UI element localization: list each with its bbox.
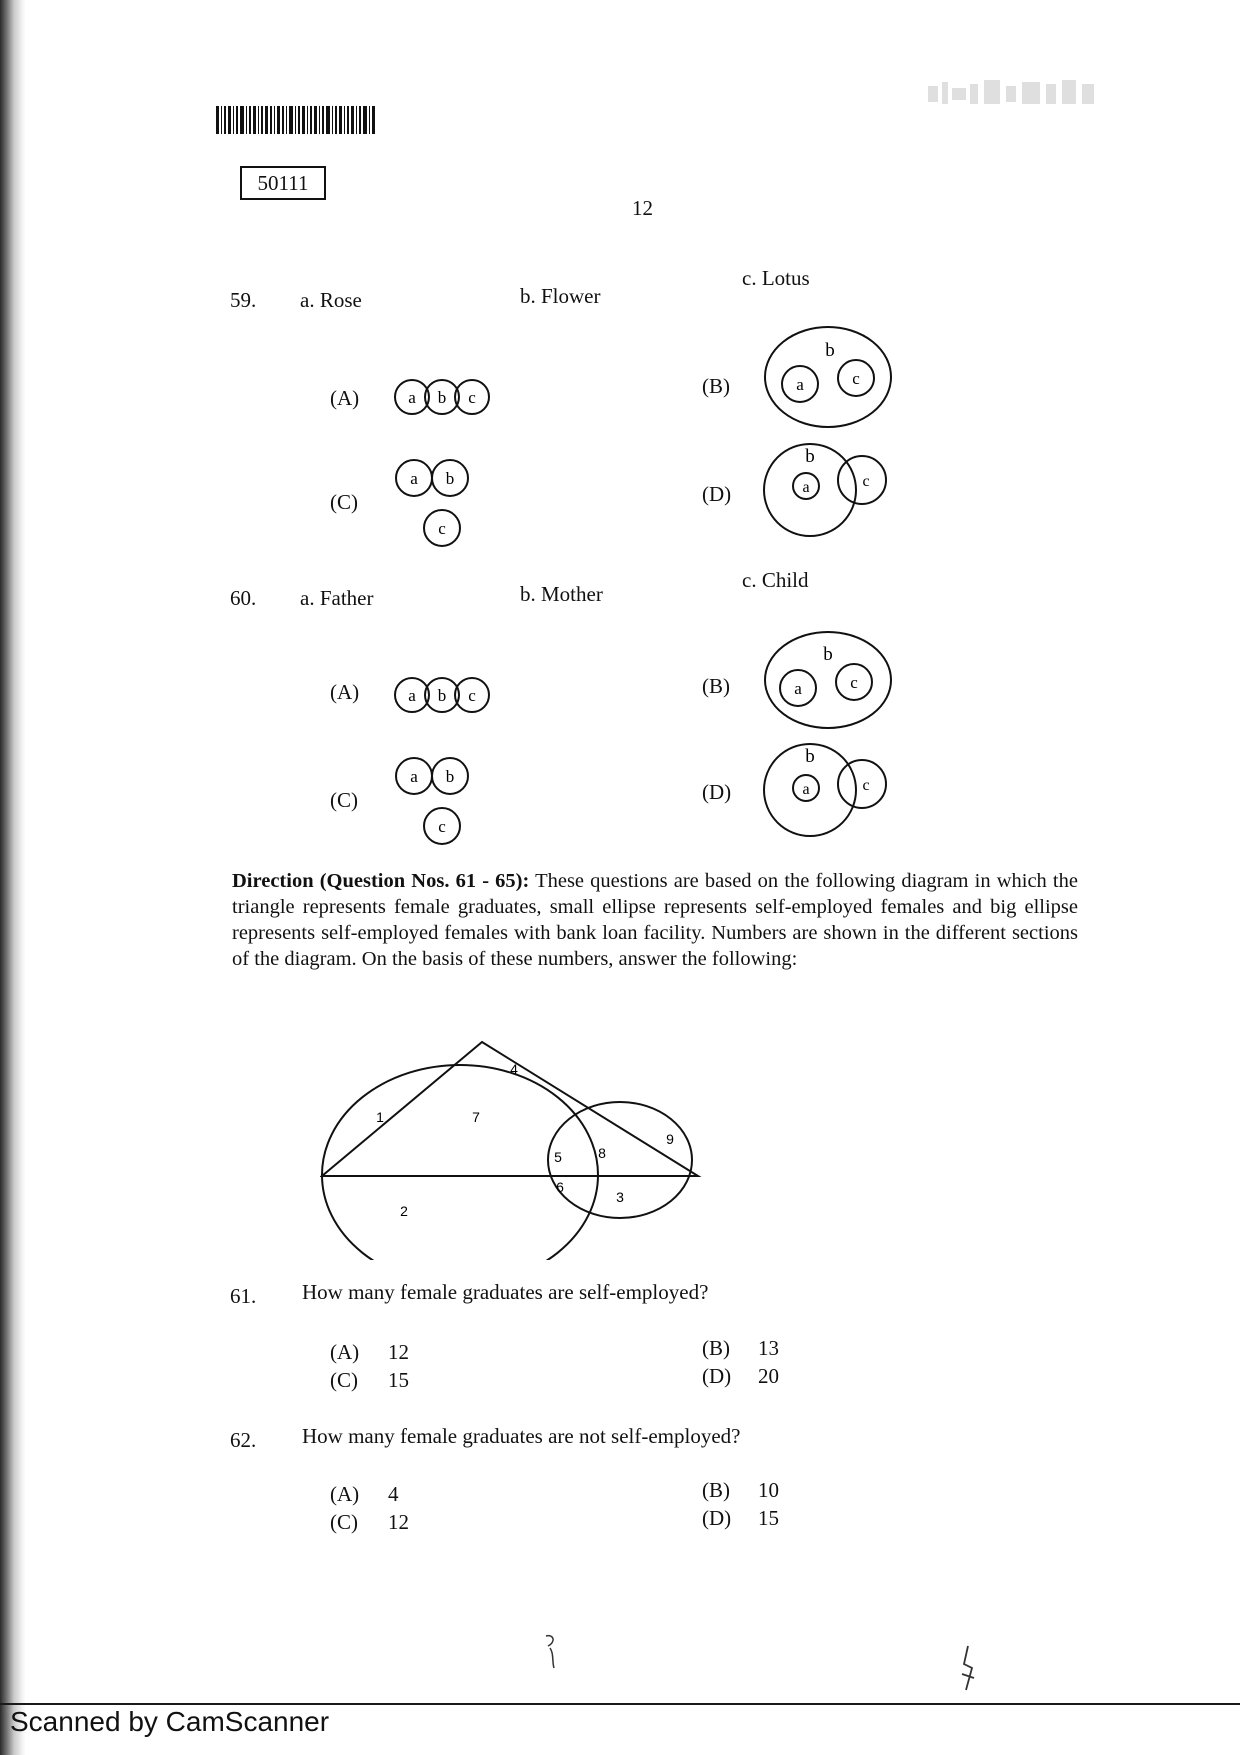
circle-label-c: c (468, 388, 476, 407)
q61-option-b-value: 13 (758, 1336, 779, 1360)
q59-option-b-label: (B) (702, 374, 730, 398)
circle-label-c: c (438, 817, 446, 836)
circle-label-c: c (862, 777, 870, 794)
circle-label-b: b (437, 686, 447, 705)
direction-heading: Direction (Question Nos. 61 - 65): (232, 870, 530, 892)
q60-option-d-label: (D) (702, 780, 732, 804)
q59-item-b: b. Flower (520, 284, 601, 308)
scan-bottom-edge (0, 1703, 1240, 1705)
q61-option-c-value: 15 (388, 1368, 409, 1392)
direction-text: These questions are based on the following diagram in which the triangle represents female graduates, small ellipse represents self-employed females and big ellipse represents self-employed females with bank loan facility. Numbers are shown in the different sections of the diagram. On the basis of these numbers, answer the following: (232, 870, 1078, 970)
bleed-through-mark (928, 78, 1098, 108)
q62-option-a-value: 4 (388, 1482, 399, 1506)
q62-option-c-value: 12 (388, 1510, 409, 1534)
q62-option-b-value: 10 (758, 1478, 779, 1502)
q59-diagram-d (758, 440, 898, 540)
circle-label-a: a (802, 479, 810, 496)
q62-text: How many female graduates are not self-employed? (302, 1424, 741, 1448)
q60-item-a: a. Father (300, 586, 374, 610)
q61-option-b-label: (B) (702, 1336, 730, 1360)
q60-number: 60. (230, 586, 257, 610)
region-number: 9 (666, 1131, 674, 1147)
circle-label-c: c (850, 673, 858, 692)
q60-diagram-d (758, 738, 898, 838)
q61-option-c-label: (C) (330, 1368, 358, 1392)
pen-mark (540, 1632, 564, 1672)
q61-option-a-label: (A) (330, 1340, 360, 1364)
q59-diagram-c (390, 454, 490, 554)
q59-item-c: c. Lotus (742, 266, 810, 290)
region-number: 8 (598, 1145, 606, 1161)
q60-diagram-c (390, 752, 490, 852)
circle-label-b: b (805, 446, 815, 467)
q61-option-a-value: 12 (388, 1340, 409, 1364)
q60-option-c-label: (C) (330, 788, 358, 812)
q62-option-a-label: (A) (330, 1482, 360, 1506)
venn-triangle-diagram (320, 1030, 710, 1260)
circle-label-a: a (410, 767, 418, 786)
circle-label-b: b (445, 767, 455, 786)
q59-option-a-label: (A) (330, 386, 360, 410)
region-number: 6 (556, 1179, 564, 1195)
q62-number: 62. (230, 1428, 257, 1452)
q59-option-c-label: (C) (330, 490, 358, 514)
page-number: 12 (632, 196, 653, 220)
q61-option-d-label: (D) (702, 1364, 732, 1388)
q59-item-a: a. Rose (300, 288, 362, 312)
circle-label-a: a (794, 679, 802, 698)
circle-label-c: c (468, 686, 476, 705)
region-number: 4 (510, 1061, 518, 1077)
circle-label-b: b (445, 469, 455, 488)
circle-label-b: b (825, 340, 835, 361)
circle-label-a: a (796, 375, 804, 394)
barcode (216, 106, 376, 134)
q61-number: 61. (230, 1284, 257, 1308)
q59-diagram-b (758, 322, 898, 432)
region-number: 1 (376, 1109, 384, 1125)
q60-item-b: b. Mother (520, 582, 603, 606)
paper-code-box: 50111 (240, 166, 326, 200)
region-number: 3 (616, 1189, 624, 1205)
q61-text: How many female graduates are self-employed? (302, 1280, 709, 1304)
circle-label-a: a (410, 469, 418, 488)
q60-diagram-a (390, 672, 500, 718)
q60-option-a-label: (A) (330, 680, 360, 704)
region-number: 5 (554, 1149, 562, 1165)
circle-label-c: c (862, 473, 870, 490)
circle-label-c: c (438, 519, 446, 538)
pen-mark (954, 1644, 982, 1694)
circle-label-a: a (408, 686, 416, 705)
q62-option-d-value: 15 (758, 1506, 779, 1530)
circle-label-a: a (802, 781, 810, 798)
q62-option-c-label: (C) (330, 1510, 358, 1534)
circle-label-a: a (408, 388, 416, 407)
circle-label-b: b (823, 644, 833, 665)
scan-page-edge (0, 0, 26, 1755)
region-number: 7 (472, 1109, 480, 1125)
q59-option-d-label: (D) (702, 482, 732, 506)
q59-diagram-a (390, 374, 500, 420)
q60-item-c: c. Child (742, 568, 809, 592)
circle-label-c: c (852, 369, 860, 388)
q60-diagram-b (758, 628, 898, 738)
q62-option-d-label: (D) (702, 1506, 732, 1530)
region-number: 2 (400, 1203, 408, 1219)
q60-option-b-label: (B) (702, 674, 730, 698)
camscanner-watermark: Scanned by CamScanner (10, 1706, 330, 1737)
direction-paragraph (232, 868, 1078, 972)
q59-number: 59. (230, 288, 257, 312)
q61-option-d-value: 20 (758, 1364, 779, 1388)
circle-label-b: b (437, 388, 447, 407)
q62-option-b-label: (B) (702, 1478, 730, 1502)
circle-label-b: b (805, 746, 815, 767)
